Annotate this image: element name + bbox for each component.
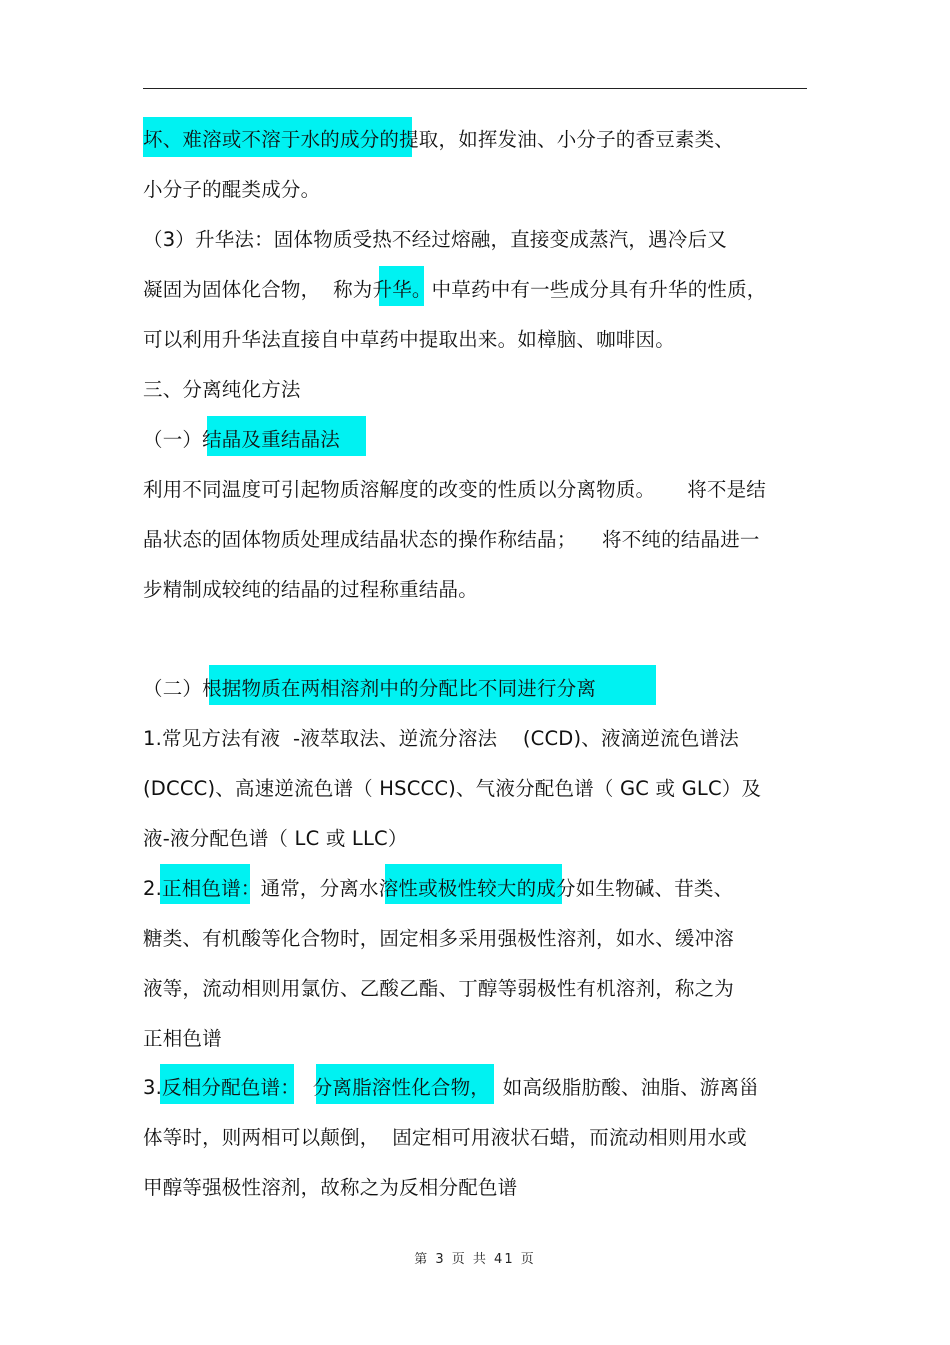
page-footer: 第 3 页 共 41 页 (414, 1252, 536, 1267)
text-line: 可以利用升华法直接自中草药中提取出来。如樟脑、咖啡因。 (143, 328, 675, 351)
text-line: 体等时，则两相可以颠倒， 固定相可用液状石蜡，而流动相则用水或 (143, 1126, 747, 1149)
text-line: 凝固为固体化合物， 称为升华。中草药中有一些成分具有升华的性质， (143, 278, 767, 301)
text-line: 液等，流动相则用氯仿、乙酸乙酯、丁醇等弱极性有机溶剂，称之为 (143, 977, 735, 1000)
header-rule (143, 88, 807, 89)
text-line: 步精制成较纯的结晶的过程称重结晶。 (143, 578, 478, 601)
text-line: 液-液分配色谱（ LC 或 LLC） (143, 827, 408, 850)
text-line: 3.反相分配色谱： 分离脂溶性化合物， 如高级脂肪酸、油脂、游离甾 (143, 1076, 759, 1099)
text-line: 利用不同温度可引起物质溶解度的改变的性质以分离物质。 将不是结 (143, 478, 766, 501)
text-line: 2.正相色谱：通常，分离水溶性或极性较大的成分如生物碱、苷类、 (143, 877, 734, 900)
text-line: (DCCC)、高速逆流色谱（ HSCCC)、气液分配色谱（ GC 或 GLC）及 (143, 777, 762, 800)
text-line: 晶状态的固体物质处理成结晶状态的操作称结晶； 将不纯的结晶进一 (143, 528, 760, 551)
text-line: 糖类、有机酸等化合物时，固定相多采用强极性溶剂，如水、缓冲溶 (143, 927, 735, 950)
text-line: 甲醇等强极性溶剂，故称之为反相分配色谱 (143, 1176, 518, 1199)
subsection-heading: （二）根据物质在两相溶剂中的分配比不同进行分离 (143, 677, 597, 700)
section-heading: 三、分离纯化方法 (143, 378, 301, 401)
text-line: （3）升华法：固体物质受热不经过熔融，直接变成蒸汽，遇冷后又 (143, 228, 727, 251)
subsection-heading: （一）结晶及重结晶法 (143, 428, 341, 451)
text-line: 1.常见方法有液 -液萃取法、逆流分溶法 (CCD)、液滴逆流色谱法 (143, 727, 739, 750)
text-line: 正相色谱 (143, 1027, 222, 1050)
text-line: 坏、难溶或不溶于水的成分的提取，如挥发油、小分子的香豆素类、 (143, 128, 735, 151)
text-line: 小分子的醌类成分。 (143, 178, 321, 201)
